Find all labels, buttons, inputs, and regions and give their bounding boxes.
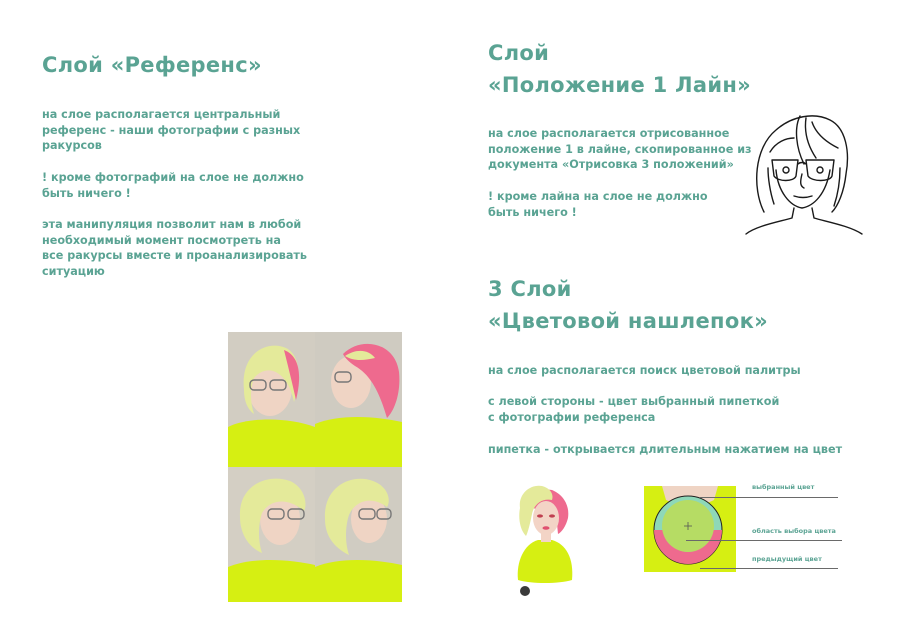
layer2-warning: ! кроме лайна на слое не должно быть ничего ! — [488, 190, 708, 219]
layer1-description: на слое располагается центральный референс - наши фотографии с разных ракурсов — [42, 108, 301, 152]
annotation-selected-color: выбранный цвет — [752, 483, 815, 491]
reference-photo-grid — [228, 332, 402, 602]
layer3-title-line1: 3 Слой — [488, 277, 572, 301]
annotation-line-previous — [700, 568, 838, 569]
layer3-eyedropper-note: с левой стороны - цвет выбранный пипеткой с фотографии референса — [488, 395, 780, 424]
reference-photo-side-right — [315, 332, 402, 467]
layer1-warning: ! кроме фотографий на слое не должно быть ничего ! — [42, 171, 304, 200]
layer2-title-line2: «Положение 1 Лайн» — [488, 73, 752, 97]
color-picker-illustration — [644, 486, 736, 572]
annotation-line-area — [686, 540, 842, 541]
layer1-explanation: эта манипуляция позволит нам в любой необходимый момент посмотреть на все ракурсы вместе и проанализировать ситуацию — [42, 218, 307, 278]
layer3-title-line2: «Цветовой нашлепок» — [488, 309, 768, 333]
reference-photo-front-left — [228, 332, 315, 467]
layer1-title: Слой «Референс» — [42, 53, 262, 77]
reference-photo-three-quarter-left — [228, 467, 315, 602]
layer2-title-line1: Слой — [488, 41, 550, 65]
annotation-line-selected — [700, 497, 838, 498]
color-blob-illustration — [512, 484, 578, 600]
annotation-selection-area: область выбора цвета — [752, 527, 836, 535]
annotation-previous-color: предыдущий цвет — [752, 555, 822, 563]
line-art-portrait — [742, 108, 866, 238]
reference-photo-profile-right — [315, 467, 402, 602]
layer3-description: на слое располагается поиск цветовой палитры — [488, 364, 801, 377]
layer2-description: на слое располагается отрисованное положение 1 в лайне, скопированное из документа «Отрисовка 3 положений» — [488, 127, 752, 171]
layer3-eyedropper-hint: пипетка - открывается длительным нажатием на цвет — [488, 443, 843, 456]
